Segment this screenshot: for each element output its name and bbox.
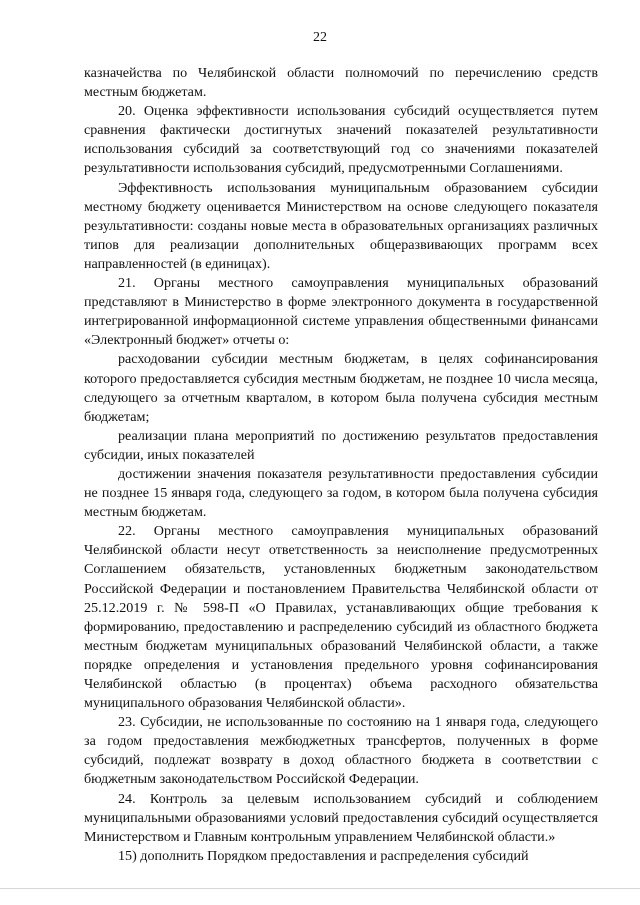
paragraph-item-24: 24. Контроль за целевым использованием субсидий и соблюдением муниципальными образованиями условий предоставления субсидий осуществляется Министерством и Главным контрольным управлением Челябинской области.» [84,790,598,845]
paragraph-report-expenditure: расходовании субсидии местным бюджетам, в целях софинансирования которого предоставляется субсидия местным бюджетам, не позднее 10 числа месяца, следующего за отчетным кварталом, в котором была получена субсидия местным бюджетам; [84,351,598,425]
paragraph-report-plan: реализации плана мероприятий по достижению результатов предоставления субсидии, иных показателей [84,427,598,463]
paragraph-item-15: 15) дополнить Порядком предоставления и распределения субсидий [118,847,529,864]
paragraph-continuation: казначейства по Челябинской области полномочий по перечислению средств местным бюджетам. [84,65,598,101]
paragraph-report-indicator: достижении значения показателя результативности предоставления субсидии не позднее 15 января года, следующего за годом, в котором была получена субсидия местным бюджетам. [84,465,598,521]
paragraph-item-23: 23. Субсидии, не использованные по состоянию на 1 января года, следующего за годом предоставления межбюджетных трансфертов, полученных в форме субсидий, подлежат возврату в доход областного бюджета в соответствии с бюджетным законодательством Российской Федерации. [84,714,598,788]
document-body [84,64,598,866]
page-bottom-divider [0,888,640,889]
page-number: 22 [313,30,327,45]
paragraph-item-20: 20. Оценка эффективности использования субсидий осуществляется путем сравнения фактически достигнутых значений показателей результативности использования субсидий за соответствующий год со значениями показателей результативности использования субсидий, предусмотренными Соглашениями. [84,103,598,177]
paragraph-item-22: 22. Органы местного самоуправления муниципальных образований Челябинской области несут ответственность за неисполнение предусмотренных Соглашением обязательств, установленных бюджетным законодательством Российской Федерации и постановлением Правительства Челябинской области от 25.12.2019 г. № 598-П «О Правилах, устанавливающих общие требования к формированию, предоставлению и распределению субсидий из областного бюджета местным бюджетам муниципальных образований Челябинской области, а также порядке определения и установления предельного уровня софинансирования Челябинской областью (в процентах) объема расходного обязательства муниципального образования Челябинской области». [84,523,598,712]
paragraph-efficiency: Эффективность использования муниципальным образованием субсидии местному бюджету оценивается Министерством на основе следующего показателя результативности: созданы новые места в образовательных организациях различных типов для реализации дополнительных общеразвивающих программ всех направленностей (в единицах). [84,179,598,272]
paragraph-item-21: 21. Органы местного самоуправления муниципальных образований представляют в Министерство в форме электронного документа в государственной интегрированной информационной системе управления общественными финансами «Электронный бюджет» отчеты о: [84,275,598,349]
